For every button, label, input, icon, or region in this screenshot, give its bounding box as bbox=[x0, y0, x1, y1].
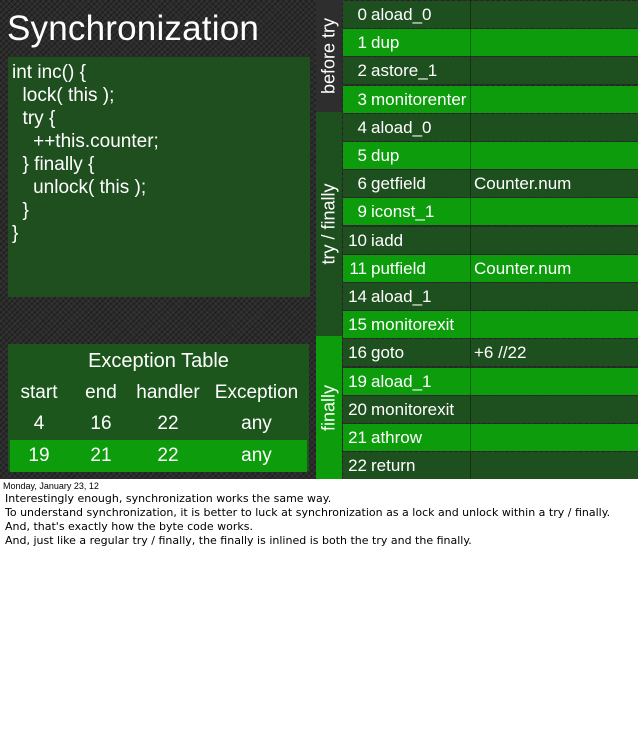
code-line: lock( this ); bbox=[12, 85, 115, 106]
bytecode-row bbox=[343, 57, 638, 84]
bytecode-op: astore_1 bbox=[371, 61, 438, 81]
bytecode-offset: 22 bbox=[348, 456, 367, 476]
bytecode-op: goto bbox=[371, 343, 405, 363]
bytecode-offset: 2 bbox=[357, 61, 367, 81]
note-line: Interestingly enough, synchronization works the same way. bbox=[5, 492, 332, 505]
code-line: int inc() { bbox=[12, 62, 86, 83]
bytecode-op: aload_0 bbox=[371, 5, 432, 24]
code-block bbox=[8, 57, 310, 297]
bytecode-row bbox=[343, 339, 638, 366]
bytecode-arg: +6 //22 bbox=[474, 343, 527, 363]
bytecode-op: monitorexit bbox=[371, 399, 455, 419]
note-line: And, just like a regular try / finally, the finally is inlined is both the try and the finally. bbox=[5, 534, 472, 547]
bytecode-offset: 6 bbox=[357, 174, 367, 194]
bytecode-offset: 11 bbox=[349, 258, 367, 278]
note-line: And, that's exactly how the byte code works. bbox=[5, 520, 253, 533]
bytecode-row bbox=[343, 29, 638, 56]
bytecode-divider bbox=[470, 142, 471, 169]
bytecode-row bbox=[343, 227, 638, 254]
section-try-finally bbox=[316, 112, 342, 336]
exception-header-end: end bbox=[85, 382, 117, 403]
exception-cell: 19 bbox=[28, 445, 50, 466]
bytecode-offset: 15 bbox=[348, 315, 367, 335]
bytecode-divider bbox=[470, 114, 471, 141]
bytecode-divider bbox=[470, 29, 471, 56]
bytecode-row bbox=[343, 142, 638, 169]
notes-date: Monday, January 23, 12 bbox=[3, 481, 99, 491]
bytecode-divider bbox=[470, 255, 471, 282]
bytecode-offset: 21 bbox=[348, 428, 367, 447]
bytecode-offset: 10 bbox=[348, 230, 367, 250]
bytecode-op: monitorexit bbox=[371, 315, 455, 335]
bytecode-row bbox=[343, 396, 638, 423]
bytecode-row bbox=[343, 170, 638, 197]
bytecode-op: monitorenter bbox=[371, 89, 467, 109]
bytecode-op: athrow bbox=[371, 428, 423, 447]
exception-header-start: start bbox=[20, 382, 58, 403]
bytecode-op: aload_1 bbox=[371, 371, 432, 391]
exception-cell: 21 bbox=[90, 445, 112, 466]
bytecode-offset: 4 bbox=[357, 117, 367, 137]
bytecode-divider bbox=[470, 1, 471, 28]
bytecode-divider bbox=[470, 368, 471, 395]
bytecode-row bbox=[343, 198, 638, 225]
note-line: To understand synchronization, it is better to luck at synchronization as a lock and unlock within a try / finally. bbox=[5, 506, 611, 519]
bytecode-offset: 0 bbox=[357, 5, 367, 24]
exception-cell: any bbox=[241, 445, 272, 466]
bytecode-divider bbox=[470, 283, 471, 310]
bytecode-offset: 20 bbox=[348, 399, 367, 419]
exception-cell: 22 bbox=[157, 445, 179, 466]
bytecode-offset: 9 bbox=[357, 202, 367, 222]
bytecode-op: getfield bbox=[371, 174, 426, 194]
bytecode-op: aload_1 bbox=[371, 287, 432, 306]
bytecode-op: putfield bbox=[371, 258, 426, 278]
exception-header-handler: handler bbox=[136, 382, 200, 403]
bytecode-row bbox=[343, 368, 638, 395]
bytecode-divider bbox=[470, 452, 471, 479]
bytecode-offset: 19 bbox=[348, 371, 367, 391]
bytecode-offset: 16 bbox=[348, 343, 367, 363]
exception-header-exception: Exception bbox=[214, 382, 299, 403]
bytecode-divider bbox=[470, 339, 471, 366]
bytecode-row bbox=[343, 114, 638, 141]
bytecode-divider bbox=[470, 170, 471, 197]
bytecode-offset: 1 bbox=[357, 33, 367, 53]
bytecode-op: dup bbox=[371, 33, 400, 53]
bytecode-divider bbox=[470, 424, 471, 451]
bytecode-op: dup bbox=[371, 146, 400, 165]
exception-table-title: Exception Table bbox=[88, 350, 229, 372]
bytecode-divider bbox=[470, 57, 471, 84]
exception-cell: any bbox=[241, 413, 272, 434]
exception-cell: 16 bbox=[90, 413, 112, 434]
slide-title: Synchronization bbox=[7, 9, 260, 48]
bytecode-op: iconst_1 bbox=[371, 202, 435, 222]
bytecode-divider bbox=[470, 198, 471, 225]
section-finally bbox=[316, 336, 342, 479]
bytecode-row bbox=[343, 86, 638, 113]
exception-cell: 4 bbox=[33, 413, 45, 434]
code-line: unlock( this ); bbox=[12, 177, 147, 198]
code-line: try { bbox=[12, 108, 56, 129]
bytecode-row bbox=[343, 283, 638, 310]
bytecode-divider bbox=[470, 227, 471, 254]
section-label: before try bbox=[318, 17, 339, 95]
bytecode-offset: 5 bbox=[357, 146, 367, 165]
bytecode-divider bbox=[470, 311, 471, 338]
exception-table bbox=[8, 344, 309, 471]
code-line: } finally { bbox=[12, 154, 95, 175]
section-label: try / finally bbox=[318, 183, 339, 265]
bytecode-op: iadd bbox=[371, 230, 404, 250]
bytecode-row bbox=[343, 424, 638, 451]
bytecode-row bbox=[343, 255, 638, 282]
bytecode-arg: Counter.num bbox=[474, 174, 572, 194]
bytecode-op: aload_0 bbox=[371, 117, 432, 137]
bytecode-offset: 14 bbox=[348, 287, 367, 306]
bytecode-offset: 3 bbox=[357, 89, 367, 109]
code-line: } bbox=[12, 223, 19, 244]
section-label: finally bbox=[318, 384, 339, 431]
section-before-try bbox=[316, 0, 342, 112]
code-line: } bbox=[12, 200, 29, 221]
bytecode-op: return bbox=[371, 456, 416, 476]
bytecode-divider bbox=[470, 396, 471, 423]
bytecode-row bbox=[343, 1, 638, 28]
bytecode-divider bbox=[470, 86, 471, 113]
bytecode-arg: Counter.num bbox=[474, 258, 572, 278]
code-line: ++this.counter; bbox=[12, 131, 159, 152]
bytecode-row bbox=[343, 452, 638, 479]
exception-cell: 22 bbox=[157, 413, 179, 434]
bytecode-row bbox=[343, 311, 638, 338]
